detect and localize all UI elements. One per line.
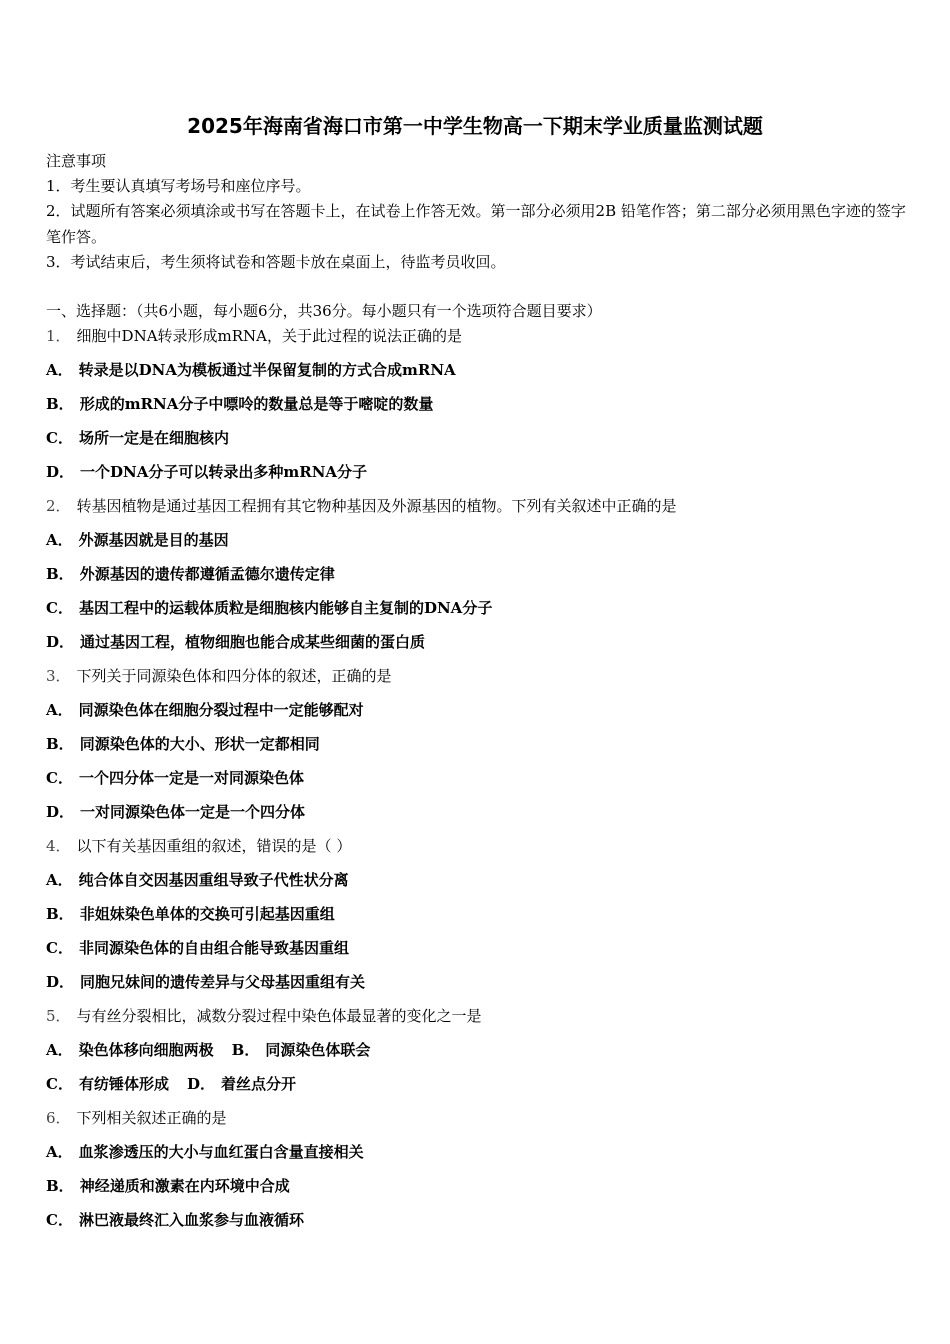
option-letter: B． [46, 735, 74, 753]
question-5 [46, 1005, 906, 1027]
option-text: 纯合体自交因基因重组导致子代性状分离 [78, 871, 349, 889]
option-text: 外源基因的遗传都遵循孟德尔遗传定律 [79, 565, 335, 583]
option-text: 基因工程中的运载体质粒是细胞核内能够自主复制的DNA分子 [78, 599, 493, 617]
option-text: 同源染色体在细胞分裂过程中一定能够配对 [78, 701, 364, 719]
option-row-5ab [46, 1039, 906, 1061]
option-letter: C． [46, 1211, 73, 1229]
option-letter: A． [46, 871, 73, 889]
option-text: 血浆渗透压的大小与血红蛋白含量直接相关 [78, 1143, 364, 1161]
option-text: 非姐妹染色单体的交换可引起基因重组 [79, 905, 335, 923]
option-2b [46, 563, 906, 585]
option-text: 一对同源染色体一定是一个四分体 [80, 803, 306, 821]
notice-heading: 注意事项 [46, 152, 107, 170]
question-stem: 转基因植物是通过基因工程拥有其它物种基因及外源基因的植物。下列有关叙述中正确的是 [76, 497, 677, 515]
notice-item-2: 2．试题所有答案必须填涂或书写在答题卡上，在试卷上作答无效。第一部分必须用2B 铅笔作答；第二部分必须用黑色字迹的签字笔作答。 [46, 202, 906, 246]
option-4a [46, 869, 906, 891]
page-title: 2025年海南省海口市第一中学生物高一下期末学业质量监测试题 [187, 114, 763, 138]
option-letter: D． [186, 1075, 215, 1093]
question-number: 2． [46, 497, 71, 515]
option-text: 场所一定是在细胞核内 [78, 429, 229, 447]
question-number: 3． [46, 667, 71, 685]
question-stem: 细胞中DNA转录形成mRNA，关于此过程的说法正确的是 [76, 327, 463, 345]
option-text: 淋巴液最终汇入血浆参与血液循环 [78, 1211, 304, 1229]
option-letter: C． [46, 429, 73, 447]
option-letter: D． [46, 973, 75, 991]
option-1d [46, 461, 906, 483]
option-letter: A． [46, 701, 73, 719]
option-text: 转录是以DNA为模板通过半保留复制的方式合成mRNA [78, 361, 456, 379]
option-6c [46, 1209, 906, 1231]
option-2d [46, 631, 906, 653]
option-letter: A． [46, 1041, 73, 1059]
option-1a [46, 359, 906, 381]
option-3a [46, 699, 906, 721]
option-text: 通过基因工程，植物细胞也能合成某些细菌的蛋白质 [80, 633, 426, 651]
option-letter: C． [46, 939, 73, 957]
option-letter: D． [46, 463, 75, 481]
option-6a [46, 1141, 906, 1163]
option-1b [46, 393, 906, 415]
question-1 [46, 325, 906, 347]
option-letter: C． [46, 599, 73, 617]
question-number: 1． [46, 327, 71, 345]
question-number: 5． [46, 1007, 71, 1025]
question-6 [46, 1107, 906, 1129]
option-text: 着丝点分开 [220, 1075, 296, 1093]
option-4d [46, 971, 906, 993]
option-text: 一个四分体一定是一对同源染色体 [78, 769, 304, 787]
question-4 [46, 835, 906, 857]
option-letter: B． [46, 905, 74, 923]
question-3 [46, 665, 906, 687]
option-4b [46, 903, 906, 925]
option-letter: B． [46, 565, 74, 583]
option-text: 神经递质和激素在内环境中合成 [79, 1177, 290, 1195]
option-text: 染色体移向细胞两极 [78, 1041, 214, 1059]
option-2c [46, 597, 906, 619]
option-3b [46, 733, 906, 755]
option-letter: B． [231, 1041, 260, 1059]
option-letter: A． [46, 531, 73, 549]
option-text: 形成的mRNA分子中嘌呤的数量总是等于嘧啶的数量 [79, 395, 434, 413]
option-text: 同胞兄妹间的遗传差异与父母基因重组有关 [80, 973, 366, 991]
option-4c [46, 937, 906, 959]
option-letter: B． [46, 395, 74, 413]
option-text: 非同源染色体的自由组合能导致基因重组 [78, 939, 349, 957]
option-1c [46, 427, 906, 449]
option-text: 一个DNA分子可以转录出多种mRNA分子 [80, 463, 368, 481]
option-text: 同源染色体联会 [265, 1041, 371, 1059]
question-number: 4． [46, 837, 71, 855]
option-text: 外源基因就是目的基因 [78, 531, 229, 549]
option-3c [46, 767, 906, 789]
question-stem: 下列相关叙述正确的是 [76, 1109, 227, 1127]
question-stem: 以下有关基因重组的叙述，错误的是（ ） [76, 837, 352, 855]
notice-item-3: 3．考试结束后，考生须将试卷和答题卡放在桌面上，待监考员收回。 [46, 253, 506, 271]
option-6b [46, 1175, 906, 1197]
option-letter: C． [46, 769, 73, 787]
option-letter: D． [46, 633, 75, 651]
option-letter: C． [46, 1075, 73, 1093]
option-3d [46, 801, 906, 823]
option-text: 有纺锤体形成 [78, 1075, 169, 1093]
question-number: 6． [46, 1109, 71, 1127]
option-2a [46, 529, 906, 551]
option-letter: A． [46, 361, 73, 379]
section-heading: 一、选择题：（共6小题，每小题6分，共36分。每小题只有一个选项符合题目要求） [46, 302, 602, 320]
option-letter: A． [46, 1143, 73, 1161]
option-text: 同源染色体的大小、形状一定都相同 [79, 735, 320, 753]
notice-item-1: 1．考生要认真填写考场号和座位序号。 [46, 177, 311, 195]
option-letter: B． [46, 1177, 74, 1195]
option-letter: D． [46, 803, 75, 821]
question-stem: 下列关于同源染色体和四分体的叙述，正确的是 [76, 667, 392, 685]
question-stem: 与有丝分裂相比，减数分裂过程中染色体最显著的变化之一是 [76, 1007, 482, 1025]
question-2 [46, 495, 906, 517]
option-row-5cd [46, 1073, 906, 1095]
